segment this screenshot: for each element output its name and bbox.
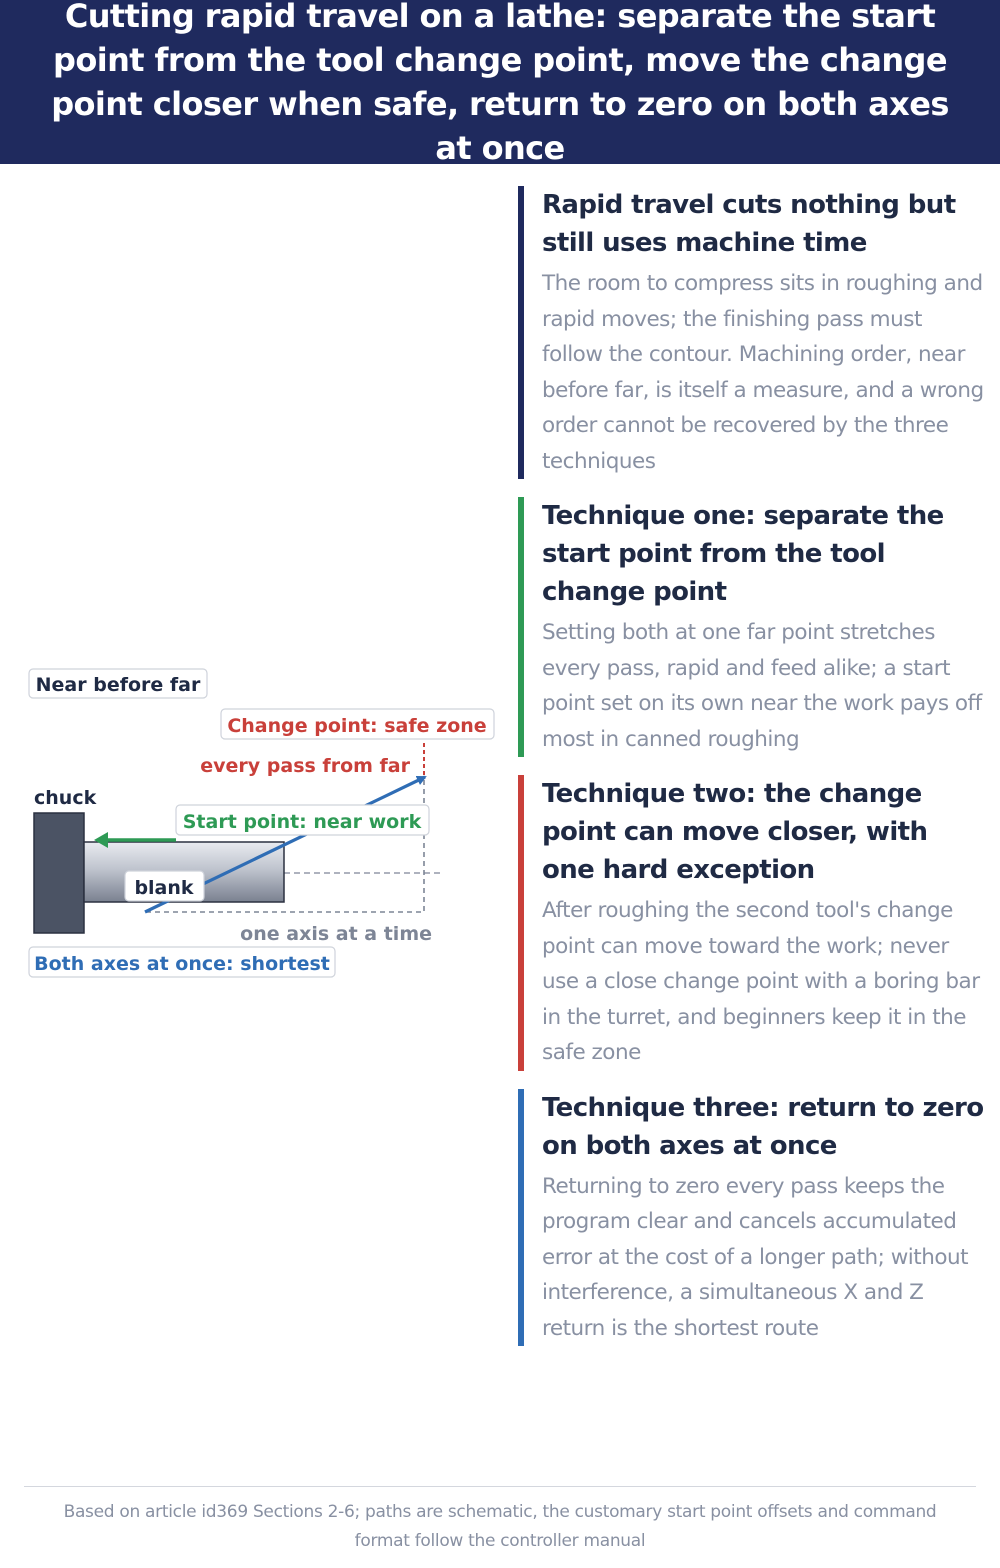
- svg-text:Change point: safe zone: Change point: safe zone: [227, 715, 487, 737]
- svg-text:Start point: near work: Start point: near work: [182, 811, 422, 833]
- section-body: After roughing the second tool's change point can move toward the work; never use a close change point with a boring bar in the turret, and beginners keep it in the safe zone: [542, 898, 980, 1065]
- start-point-label: [176, 805, 429, 835]
- section-rapid-travel: [518, 186, 988, 479]
- svg-text:blank: blank: [134, 877, 194, 899]
- explanation-sections: [518, 186, 988, 1364]
- every-pass-label: every pass from far: [200, 755, 410, 777]
- blank-label: [125, 871, 204, 901]
- chuck: [34, 813, 84, 933]
- header-banner: [0, 0, 1000, 167]
- footer-divider: [24, 1486, 976, 1487]
- section-heading: Rapid travel cuts nothing but still uses machine time: [542, 190, 956, 258]
- both-axes-label: [29, 947, 335, 977]
- section-technique-one: [518, 497, 988, 757]
- section-body: Setting both at one far point stretches every pass, rapid and feed alike; a start point set on its own near the work pays off most in canned roughing: [542, 620, 982, 752]
- section-body: The room to compress sits in roughing and rapid moves; the finishing pass must follow the contour. Machining order, near before far, is itself a measure, and a wrong order cannot be recovered by the three techniques: [542, 271, 984, 474]
- change-point-label: [221, 709, 494, 739]
- one-axis-label: one axis at a time: [240, 923, 432, 945]
- section-technique-three: [518, 1089, 988, 1347]
- section-accent-bar: [518, 497, 524, 757]
- section-accent-bar: [518, 186, 524, 479]
- section-technique-two: [518, 775, 988, 1071]
- near-before-far-label: [29, 669, 207, 698]
- page-title: Cutting rapid travel on a lathe: separate the start point from the tool change point, move the change point closer when safe, return to zero on both axes at once: [51, 0, 949, 167]
- chuck-label: chuck: [34, 787, 97, 809]
- svg-text:Both axes at once: shortest: Both axes at once: shortest: [34, 953, 330, 975]
- section-accent-bar: [518, 775, 524, 1071]
- footer-note: Based on article id369 Sections 2-6; paths are schematic, the customary start point offsets and command format follow the controller manual: [63, 1502, 937, 1551]
- section-heading: Technique one: separate the start point from the tool change point: [542, 501, 944, 607]
- section-body: Returning to zero every pass keeps the program clear and cancels accumulated error at the cost of a longer path; without interference, a simultaneous X and Z return is the shortest route: [542, 1173, 969, 1341]
- section-accent-bar: [518, 1089, 524, 1347]
- section-heading: Technique two: the change point can move closer, with one hard exception: [542, 779, 928, 885]
- svg-text:Near before far: Near before far: [35, 674, 201, 696]
- lathe-diagram: [0, 640, 510, 1000]
- section-heading: Technique three: return to zero on both axes at once: [542, 1092, 984, 1161]
